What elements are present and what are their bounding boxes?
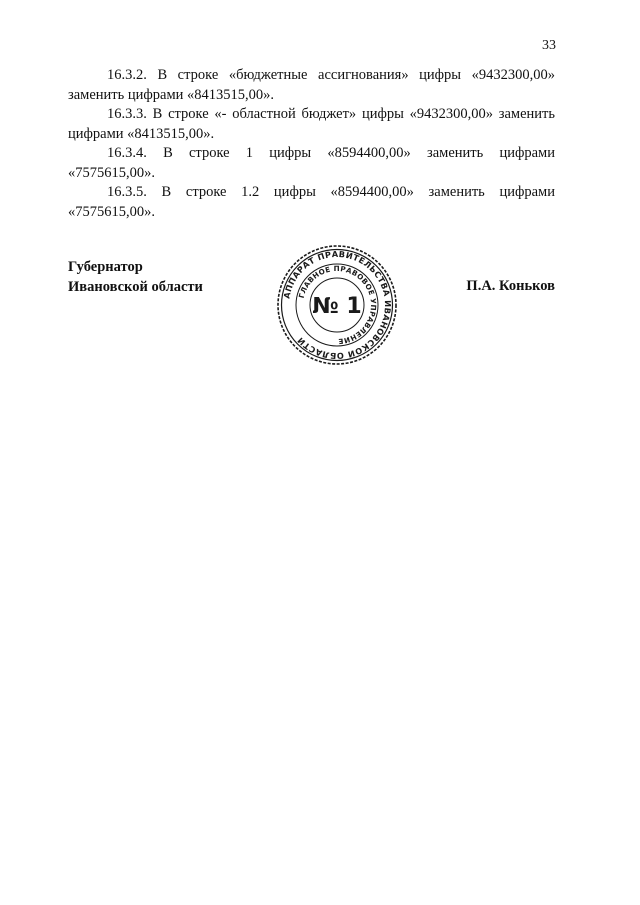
signatory-position-line1: Губернатор [68, 259, 143, 275]
page-number: 33 [542, 38, 556, 53]
seal-graphic [274, 243, 400, 367]
signatory-name: П.А. Коньков [466, 278, 555, 294]
paragraph-16-3-2: 16.3.2. В строке «бюджетные ассигнования» цифры «9432300,00» заменить цифрами «8413515,00». [68, 67, 555, 103]
document-body [68, 66, 555, 222]
signatory-position [68, 258, 203, 297]
paragraph-16-3-5: 16.3.5. В строке 1.2 цифры «8594400,00» заменить цифрами «7575615,00». [68, 184, 555, 220]
seal-center-text: № 1 [312, 294, 362, 319]
seal-inner-text: ГЛАВНОЕ ПРАВОВОЕ УПРАВЛЕНИЕ [296, 263, 379, 347]
official-seal [274, 243, 400, 367]
paragraph-16-3-3: 16.3.3. В строке «- областной бюджет» цифры «9432300,00» заменить цифрами «8413515,00». [68, 106, 555, 142]
signature-block [68, 248, 555, 362]
seal-outer-text: АППАРАТ ПРАВИТЕЛЬСТВА ИВАНОВСКОЙ ОБЛАСТИ [281, 248, 394, 362]
paragraph-16-3-4: 16.3.4. В строке 1 цифры «8594400,00» заменить цифрами «7575615,00». [68, 145, 555, 181]
signatory-position-line2: Ивановской области [68, 278, 203, 295]
